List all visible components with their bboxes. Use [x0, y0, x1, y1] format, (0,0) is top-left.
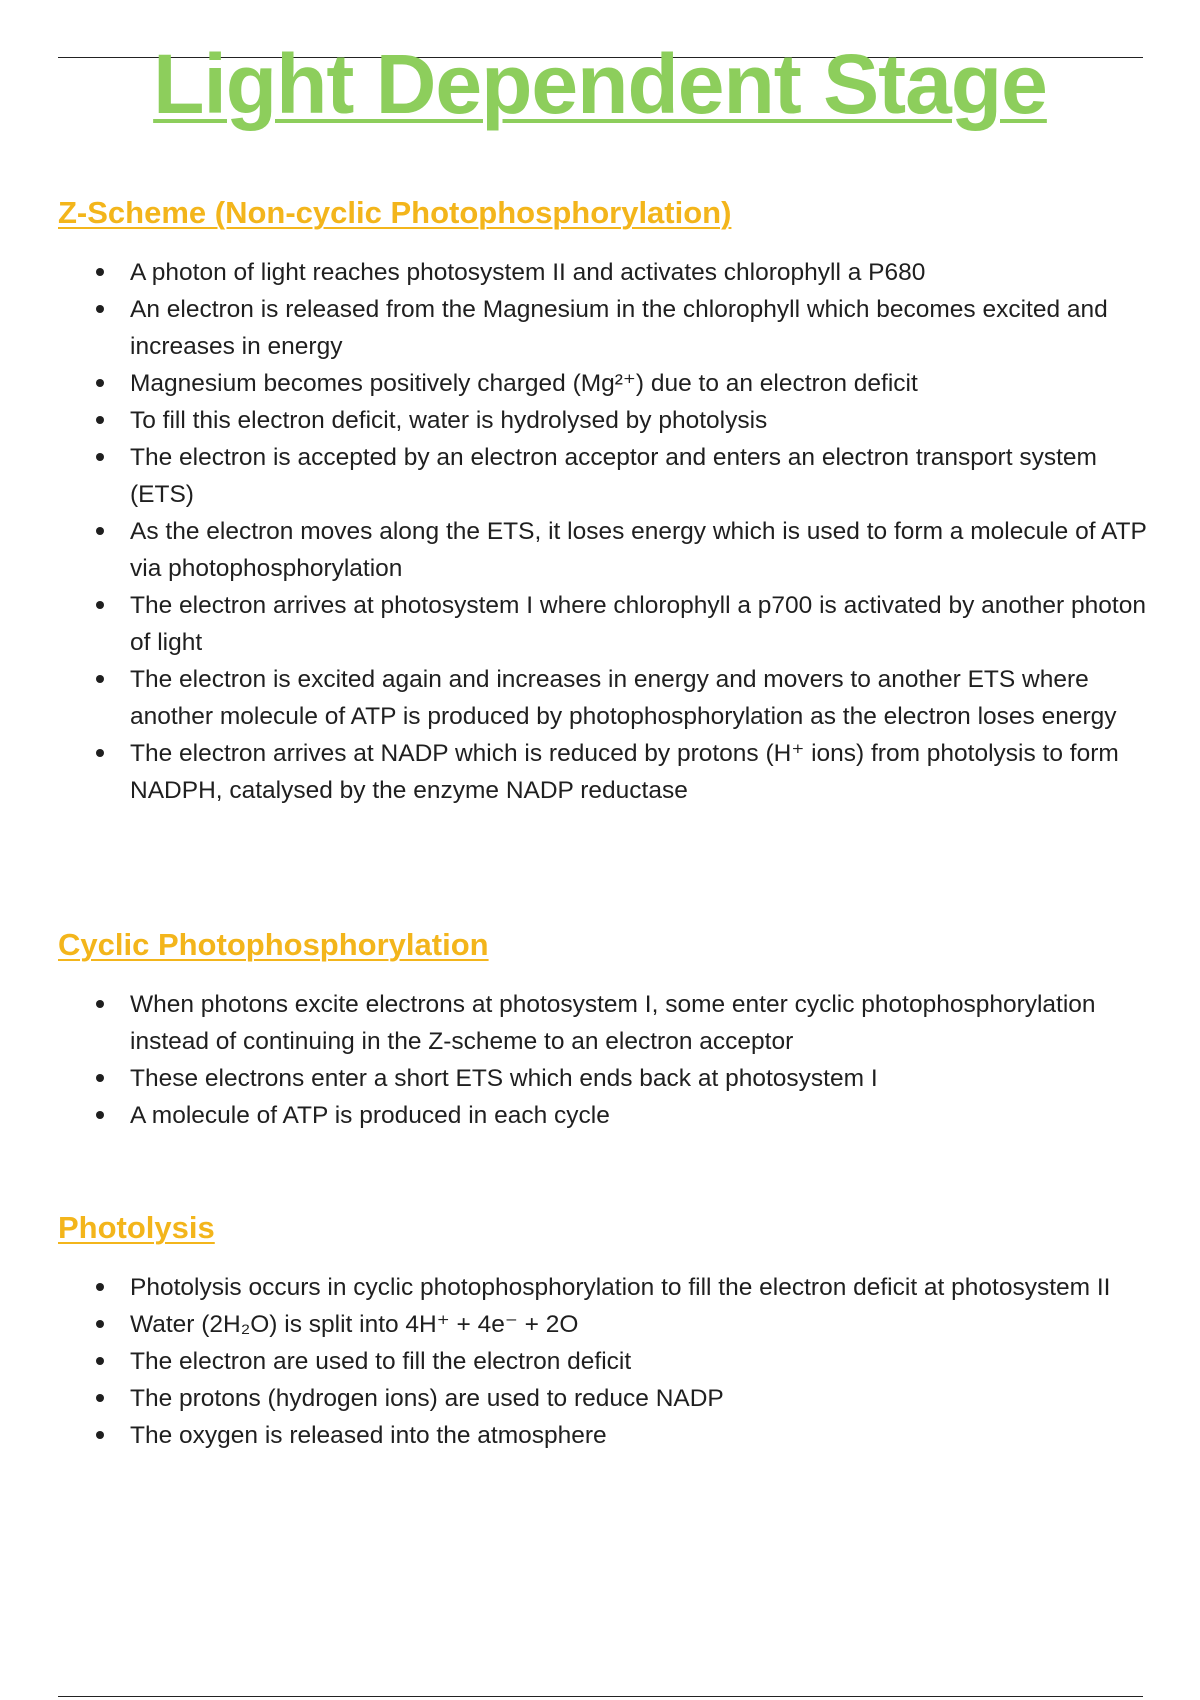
- bullet-list: [58, 1269, 1148, 1454]
- list-item: An electron is released from the Magnesium in the chlorophyll which becomes excited and increases in energy: [58, 291, 1148, 365]
- section-heading: Cyclic Photophosphorylation: [58, 927, 489, 962]
- list-item: The electron arrives at photosystem I where chlorophyll a p700 is activated by another photon of light: [58, 587, 1148, 661]
- list-item: Photolysis occurs in cyclic photophosphorylation to fill the electron deficit at photosystem II: [58, 1269, 1148, 1306]
- bullet-list: [58, 254, 1148, 809]
- bullet-list: [58, 986, 1148, 1134]
- section-heading: Z-Scheme (Non-cyclic Photophosphorylation): [58, 195, 732, 230]
- section-z-scheme: [58, 197, 1148, 809]
- list-item: These electrons enter a short ETS which ends back at photosystem I: [58, 1060, 1148, 1097]
- list-item: A molecule of ATP is produced in each cycle: [58, 1097, 1148, 1134]
- list-item: Magnesium becomes positively charged (Mg²⁺) due to an electron deficit: [58, 365, 1148, 402]
- section-heading: Photolysis: [58, 1210, 215, 1245]
- list-item: To fill this electron deficit, water is hydrolysed by photolysis: [58, 402, 1148, 439]
- page-title-text: Light Dependent Stage: [153, 37, 1047, 131]
- list-item: The protons (hydrogen ions) are used to reduce NADP: [58, 1380, 1148, 1417]
- section-photolysis: [58, 1212, 1148, 1454]
- list-item: When photons excite electrons at photosystem I, some enter cyclic photophosphorylation instead of continuing in the Z-scheme to an electron acceptor: [58, 986, 1148, 1060]
- bottom-rule: [58, 1696, 1143, 1697]
- list-item: The electron are used to fill the electron deficit: [58, 1343, 1148, 1380]
- list-item: The electron arrives at NADP which is reduced by protons (H⁺ ions) from photolysis to form NADPH, catalysed by the enzyme NADP reductase: [58, 735, 1148, 809]
- list-item: The electron is accepted by an electron acceptor and enters an electron transport system (ETS): [58, 439, 1148, 513]
- section-cyclic-photophosphorylation: [58, 929, 1148, 1134]
- page-title: [0, 37, 1200, 131]
- list-item: The electron is excited again and increases in energy and movers to another ETS where another molecule of ATP is produced by photophosphorylation as the electron loses energy: [58, 661, 1148, 735]
- list-item: Water (2H₂O) is split into 4H⁺ + 4e⁻ + 2O: [58, 1306, 1148, 1343]
- list-item: A photon of light reaches photosystem II and activates chlorophyll a P680: [58, 254, 1148, 291]
- list-item: As the electron moves along the ETS, it loses energy which is used to form a molecule of ATP via photophosphorylation: [58, 513, 1148, 587]
- list-item: The oxygen is released into the atmosphere: [58, 1417, 1148, 1454]
